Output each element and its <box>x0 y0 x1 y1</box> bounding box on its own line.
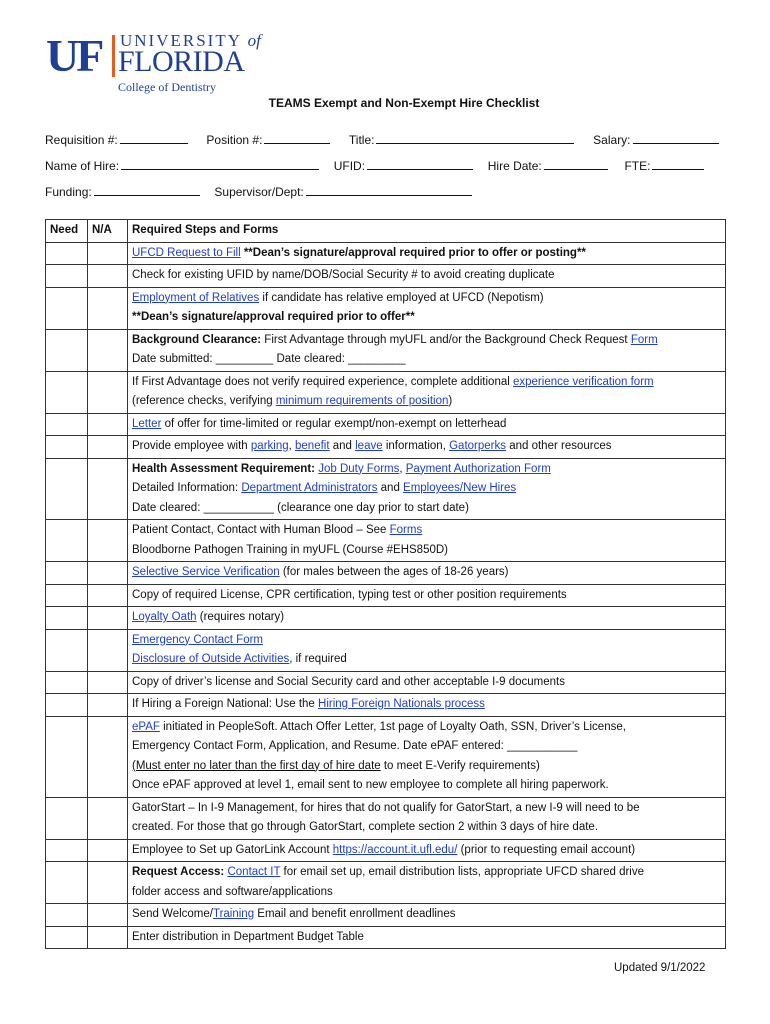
na-checkbox-cell[interactable] <box>88 904 128 927</box>
loyalty-oath-link[interactable]: Loyalty Oath <box>132 611 197 623</box>
title-field[interactable] <box>376 132 574 144</box>
col-need-header: Need <box>46 220 88 243</box>
uf-logo-mark: UF <box>46 30 102 81</box>
header-row-2 <box>45 158 704 173</box>
need-checkbox-cell[interactable] <box>46 562 88 585</box>
step-cell: Request Access: Contact IT for email set up, email distribution lists, appropriate UFCD shared drive folder access and software/applications <box>128 862 726 904</box>
col-na-header: N/A <box>88 220 128 243</box>
benefit-link[interactable]: benefit <box>295 440 330 452</box>
experience-verification-form-link[interactable]: experience verification form <box>513 375 654 388</box>
na-checkbox-cell[interactable] <box>88 926 128 949</box>
fte-label: FTE: <box>624 159 651 173</box>
step-cell: Patient Contact, Contact with Human Blood – See Forms Bloodborne Pathogen Training in myUFL (Course #EHS850D) <box>128 520 726 562</box>
employment-of-relatives-link[interactable]: Employment of Relatives <box>132 291 260 304</box>
need-checkbox-cell[interactable] <box>46 694 88 717</box>
step-cell: Provide employee with parking, benefit and leave information, Gatorperks and other resources <box>128 436 726 459</box>
na-checkbox-cell[interactable] <box>88 265 128 288</box>
table-row <box>46 242 726 265</box>
step-cell: Health Assessment Requirement: Job Duty Forms, Payment Authorization Form Detailed Information: Department Administrators and Employees/New Hires Date cleared: ___________ (clearance one day prior to start date) <box>128 458 726 520</box>
table-row <box>46 458 726 520</box>
payment-authorization-form-link[interactable]: Payment Authorization Form <box>405 462 551 475</box>
step-cell: Enter distribution in Department Budget Table <box>128 926 726 949</box>
need-checkbox-cell[interactable] <box>46 265 88 288</box>
table-row <box>46 926 726 949</box>
contact-it-link[interactable]: Contact IT <box>227 866 281 878</box>
minimum-requirements-link[interactable]: minimum requirements of position <box>275 395 449 407</box>
background-check-form-link[interactable]: Form <box>630 333 658 346</box>
epaf-link[interactable]: ePAF <box>132 720 160 733</box>
table-row <box>46 629 726 671</box>
requisition-label: Requisition #: <box>45 133 118 147</box>
table-row <box>46 797 726 839</box>
leave-link[interactable]: leave <box>355 440 383 452</box>
table-row <box>46 436 726 459</box>
na-checkbox-cell[interactable] <box>88 520 128 562</box>
need-checkbox-cell[interactable] <box>46 584 88 607</box>
table-row <box>46 716 726 797</box>
title-label: Title: <box>348 133 375 147</box>
step-cell: Copy of driver’s license and Social Security card and other acceptable I-9 documents <box>128 671 726 694</box>
uf-logo-bar <box>112 35 115 77</box>
need-checkbox-cell[interactable] <box>46 287 88 329</box>
offer-letter-link[interactable]: Letter <box>132 417 162 430</box>
table-row <box>46 862 726 904</box>
need-checkbox-cell[interactable] <box>46 862 88 904</box>
disclosure-outside-activities-link[interactable]: Disclosure of Outside Activities <box>132 653 290 665</box>
step-cell: Employee to Set up GatorLink Account https://account.it.ufl.edu/ (prior to requesting email account) <box>128 839 726 862</box>
updated-date: Updated 9/1/2022 <box>614 962 706 974</box>
funding-label: Funding: <box>45 185 92 199</box>
supervisor-label: Supervisor/Dept: <box>214 185 304 199</box>
table-row <box>46 413 726 436</box>
table-row <box>46 265 726 288</box>
gatorlink-account-link[interactable]: https://account.it.ufl.edu/ <box>332 843 458 856</box>
salary-label: Salary: <box>593 133 631 147</box>
uf-logo-college: College of Dentistry <box>118 80 216 94</box>
need-checkbox-cell[interactable] <box>46 371 88 413</box>
table-row <box>46 584 726 607</box>
need-checkbox-cell[interactable] <box>46 520 88 562</box>
ufid-field[interactable] <box>367 158 473 170</box>
parking-link[interactable]: parking <box>250 440 289 452</box>
step-cell: GatorStart – In I-9 Management, for hires that do not qualify for GatorStart, a new I-9 will need to be created. For those that go through GatorStart, complete section 2 within 3 days of hire date. <box>128 797 726 839</box>
need-checkbox-cell[interactable] <box>46 436 88 459</box>
step-cell: Selective Service Verification (for males between the ages of 18-26 years) <box>128 562 726 585</box>
uf-logo <box>46 30 286 94</box>
na-checkbox-cell[interactable] <box>88 584 128 607</box>
na-checkbox-cell[interactable] <box>88 413 128 436</box>
na-checkbox-cell[interactable] <box>88 242 128 265</box>
need-checkbox-cell[interactable] <box>46 329 88 371</box>
step-cell: Background Clearance: First Advantage through myUFL and/or the Background Check Request Form Date submitted: _________ Date cleared: _________ <box>128 329 726 371</box>
na-checkbox-cell[interactable] <box>88 839 128 862</box>
step-cell: Emergency Contact Form Disclosure of Outside Activities, if required <box>128 629 726 671</box>
step-cell: If Hiring a Foreign National: Use the Hiring Foreign Nationals process <box>128 694 726 717</box>
table-row <box>46 562 726 585</box>
selective-service-link[interactable]: Selective Service Verification <box>132 566 280 578</box>
table-header-row <box>46 220 726 243</box>
table-row <box>46 520 726 562</box>
step-cell: Copy of required License, CPR certification, typing test or other position requirements <box>128 584 726 607</box>
salary-field[interactable] <box>633 132 719 144</box>
position-label: Position #: <box>206 133 263 147</box>
table-row <box>46 329 726 371</box>
name-of-hire-field[interactable] <box>121 158 319 170</box>
requisition-field[interactable] <box>120 132 188 144</box>
hiring-foreign-nationals-link[interactable]: Hiring Foreign Nationals process <box>318 698 485 710</box>
job-duty-forms-link[interactable]: Job Duty Forms <box>318 462 400 475</box>
na-checkbox-cell[interactable] <box>88 694 128 717</box>
employees-new-hires-link[interactable]: Employees/New Hires <box>403 482 517 494</box>
need-checkbox-cell[interactable] <box>46 716 88 797</box>
table-row <box>46 671 726 694</box>
supervisor-field[interactable] <box>306 184 472 196</box>
table-row <box>46 607 726 630</box>
na-checkbox-cell[interactable] <box>88 562 128 585</box>
uf-logo-university: UNIVERSITY of <box>120 31 261 50</box>
na-checkbox-cell[interactable] <box>88 287 128 329</box>
need-checkbox-cell[interactable] <box>46 904 88 927</box>
na-checkbox-cell[interactable] <box>88 716 128 797</box>
table-row <box>46 904 726 927</box>
fte-field[interactable] <box>652 158 704 170</box>
na-checkbox-cell[interactable] <box>88 371 128 413</box>
need-checkbox-cell[interactable] <box>46 839 88 862</box>
na-checkbox-cell[interactable] <box>88 436 128 459</box>
need-checkbox-cell[interactable] <box>46 458 88 520</box>
ufid-label: UFID: <box>333 159 366 173</box>
table-row <box>46 287 726 329</box>
department-administrators-link[interactable]: Department Administrators <box>241 482 378 494</box>
need-checkbox-cell[interactable] <box>46 671 88 694</box>
need-checkbox-cell[interactable] <box>46 607 88 630</box>
step-cell: Check for existing UFID by name/DOB/Social Security # to avoid creating duplicate <box>128 265 726 288</box>
step-cell: If First Advantage does not verify required experience, complete additional experience verification form (reference checks, verifying minimum requirements of position) <box>128 371 726 413</box>
header-row-1 <box>45 132 719 147</box>
table-row <box>46 694 726 717</box>
hire-checklist-table <box>45 219 726 949</box>
need-checkbox-cell[interactable] <box>46 629 88 671</box>
na-checkbox-cell[interactable] <box>88 797 128 839</box>
hire-date-label: Hire Date: <box>487 159 542 173</box>
na-checkbox-cell[interactable] <box>88 458 128 520</box>
table-row <box>46 371 726 413</box>
need-checkbox-cell[interactable] <box>46 413 88 436</box>
step-cell: UFCD Request to Fill **Dean’s signature/approval required prior to offer or posting** <box>128 242 726 265</box>
header-row-3 <box>45 184 472 199</box>
step-cell: Loyalty Oath (requires notary) <box>128 607 726 630</box>
document-title: TEAMS Exempt and Non-Exempt Hire Checklist <box>268 96 540 110</box>
step-cell: Employment of Relatives if candidate has relative employed at UFCD (Nepotism) **Dean’s signature/approval required prior to offer** <box>128 287 726 329</box>
na-checkbox-cell[interactable] <box>88 671 128 694</box>
col-steps-header: Required Steps and Forms <box>128 220 726 243</box>
training-link[interactable]: Training <box>212 908 255 920</box>
position-field[interactable] <box>264 132 330 144</box>
na-checkbox-cell[interactable] <box>88 629 128 671</box>
ufcd-request-to-fill-link[interactable]: UFCD Request to Fill <box>132 246 241 259</box>
na-checkbox-cell[interactable] <box>88 607 128 630</box>
need-checkbox-cell[interactable] <box>46 926 88 949</box>
step-cell: Send Welcome/Training Email and benefit enrollment deadlines <box>128 904 726 927</box>
step-cell: Letter of offer for time-limited or regular exempt/non-exempt on letterhead <box>128 413 726 436</box>
funding-field[interactable] <box>94 184 200 196</box>
hire-date-field[interactable] <box>544 158 608 170</box>
step-cell: ePAF initiated in PeopleSoft. Attach Offer Letter, 1st page of Loyalty Oath, SSN, Driver’s License, Emergency Contact Form, Application, and Resume. Date ePAF entered: ___________ (Must enter no later than the first day of hire date to meet E-Verify requirements) Once ePAF approved at level 1, email sent to new employee to complete all hiring paperwork. <box>128 716 726 797</box>
table-row <box>46 839 726 862</box>
need-checkbox-cell[interactable] <box>46 242 88 265</box>
na-checkbox-cell[interactable] <box>88 329 128 371</box>
emergency-contact-form-link[interactable]: Emergency Contact Form <box>132 633 264 646</box>
gatorperks-link[interactable]: Gatorperks <box>449 440 506 452</box>
need-checkbox-cell[interactable] <box>46 797 88 839</box>
patient-contact-forms-link[interactable]: Forms <box>389 524 423 536</box>
na-checkbox-cell[interactable] <box>88 862 128 904</box>
name-of-hire-label: Name of Hire: <box>45 159 120 173</box>
uf-logo-florida: FLORIDA <box>118 45 245 78</box>
